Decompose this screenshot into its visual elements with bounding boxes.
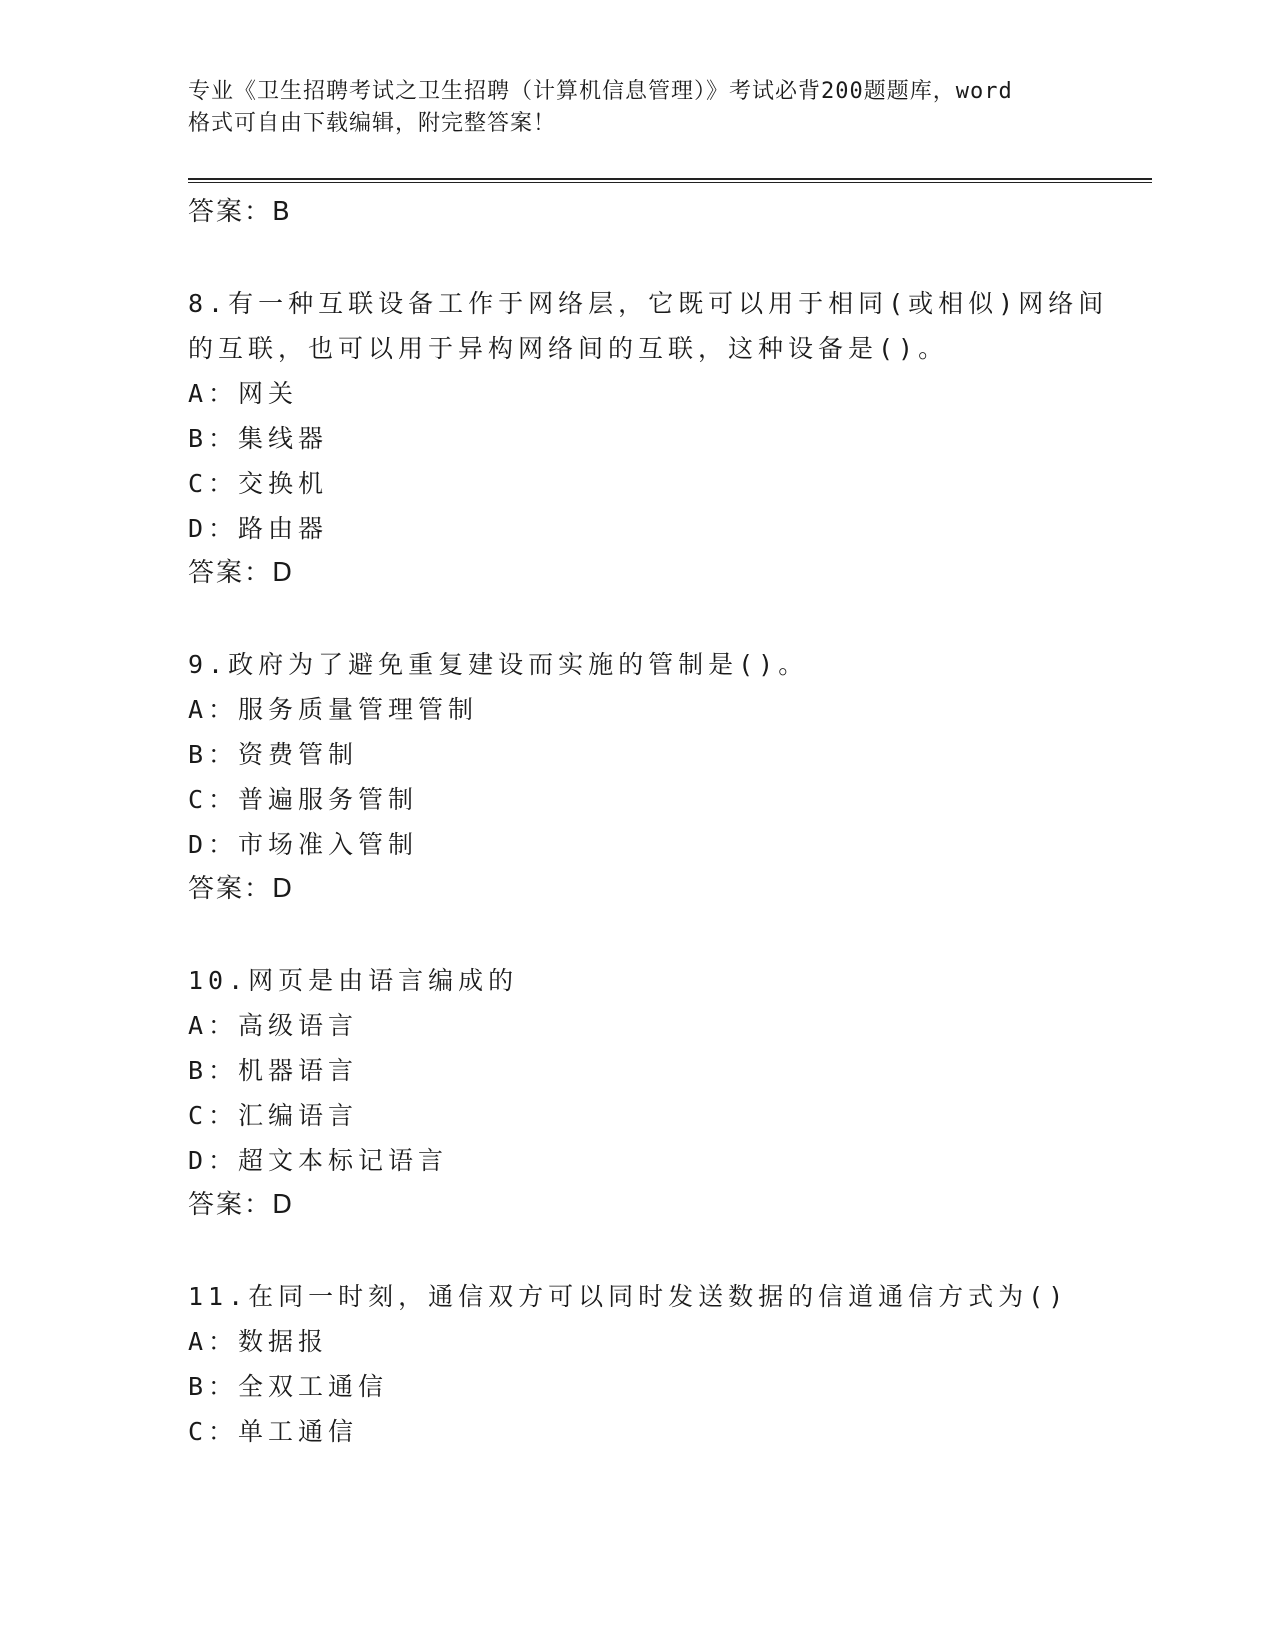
option-b: B：集线器 (188, 424, 329, 453)
option-d: D：路由器 (188, 514, 329, 543)
option-b: B：资费管制 (188, 740, 359, 769)
option-a: A：服务质量管理管制 (188, 695, 479, 724)
question-8 (188, 281, 1148, 596)
question-text: 8.有一种互联设备工作于网络层，它既可以用于相同(或相似)网络间 (188, 289, 1109, 318)
previous-answer: 答案：B (188, 197, 292, 227)
question-list (188, 190, 1148, 1454)
option-b: B：全双工通信 (188, 1372, 389, 1401)
question-10 (188, 958, 1148, 1228)
question-text: 9.政府为了避免重复建设而实施的管制是()。 (188, 650, 809, 679)
option-a: A：网关 (188, 379, 299, 408)
document-header (188, 76, 1088, 140)
answer: 答案：D (188, 1190, 295, 1220)
option-c: C：单工通信 (188, 1417, 359, 1446)
option-c: C：汇编语言 (188, 1101, 359, 1130)
question-text: 10.网页是由语言编成的 (188, 966, 519, 995)
question-text-continued: 的互联，也可以用于异构网络间的互联，这种设备是()。 (188, 334, 949, 363)
option-a: A：高级语言 (188, 1011, 359, 1040)
option-d: D：市场准入管制 (188, 830, 419, 859)
header-line-2: 格式可自由下载编辑，附完整答案！ (188, 111, 557, 136)
header-divider (188, 178, 1152, 183)
option-b: B：机器语言 (188, 1056, 359, 1085)
question-9 (188, 642, 1148, 912)
question-11 (188, 1274, 1148, 1454)
header-line-1: 专业《卫生招聘考试之卫生招聘（计算机信息管理）》考试必背200题题库，word (188, 79, 1013, 104)
option-a: A：数据报 (188, 1327, 329, 1356)
question-text: 11.在同一时刻，通信双方可以同时发送数据的信道通信方式为() (188, 1282, 1069, 1311)
answer: 答案：D (188, 874, 295, 904)
option-c: C：普遍服务管制 (188, 785, 419, 814)
answer: 答案：D (188, 558, 295, 588)
option-c: C：交换机 (188, 469, 329, 498)
option-d: D：超文本标记语言 (188, 1146, 449, 1175)
